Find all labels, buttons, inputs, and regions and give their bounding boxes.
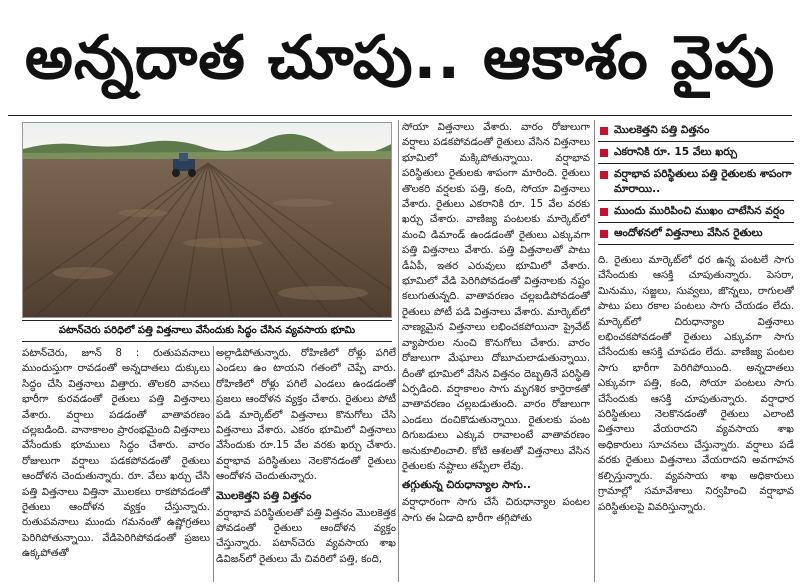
- column-divider: [398, 120, 399, 582]
- column-divider: [594, 120, 595, 582]
- field-photo-image: [23, 123, 392, 318]
- article-column-2: [216, 346, 396, 582]
- highlight-item: [598, 120, 794, 142]
- headline-rule: [8, 115, 792, 116]
- article-paragraph: వర్షాధారంగా సాగు చేసే చిరుధాన్యాల పంటల సాగు ఈ ఏడాది భారీగా తగ్గిపోతు: [402, 497, 590, 524]
- field-photo: [22, 122, 392, 318]
- article-column-4: [598, 120, 794, 582]
- caption-rule-top: [22, 320, 392, 321]
- square-bullet-icon: [600, 171, 608, 179]
- column-divider: [213, 346, 214, 582]
- highlight-text: ఎకరానికి రూ. 15 వేలు ఖర్చు: [614, 146, 737, 158]
- highlight-item: [598, 164, 794, 201]
- highlight-item: [598, 201, 794, 223]
- article-paragraph: పటాన్‌చెరు, జూన్ 8 : రుతుపవనాలు ముందుస్తుగా రావడంతో అన్నదాతలు దుక్కులు సిద్ధం చేసి విత్తనాలు విత్తారు. తొలకరి వానలు భారీగా కురవడంతో రైతులు పత్తి విత్తనాలు వేశారు. వర్షాలు పడడంతో వాతావరణం చల్లబడింది. వానాకాలం ప్రారంభమైంది విత్తనాలు వేసేందుకు భూములు సిద్ధం చేశారు. వారం రోజులుగా వర్షాలు పడకపోవడంతో రైతులు ఆందోళన చెందుతున్నారు. రూ. వేలు ఖర్చు చేసి పత్తి విత్తనాలు విత్తినా మొలకలు రాకపోవడంతో రైతులు ఆందోళన వ్యక్తం చేస్తున్నారు. రుతుపవనాలు ముందు గమనంతో ఉష్ణోగ్రతలు పెరిగిపోతున్నాయి. వేడిపెరిగిపోవడంతో ప్రజలు ఉక్కపోతతో: [22, 348, 210, 560]
- highlight-item: [598, 223, 794, 245]
- highlight-text: ఆందోళనలో విత్తనాలు వేసిన రైతులు: [614, 227, 763, 239]
- highlight-item: [598, 142, 794, 164]
- caption-rule-bottom: [22, 341, 392, 342]
- square-bullet-icon: [600, 208, 608, 216]
- highlight-text: మొలకెత్తని పత్తి విత్తనం: [614, 124, 710, 136]
- article-paragraph: ది. రైతులు మార్కెట్‌లో ధర ఉన్న పంటలే సాగు చేసేందుకు ఆసక్తి చూపుతున్నారు. పెసరా, మినుము, సజ్జలు, సువ్వలు, జొన్నలు, రాగులతో పాటు పలు రకాల పంటలు సాగు చేయడం లేదు. మార్కెట్‌లో చిరుధాన్యాల విత్తనాలు లభించకపోవడంతో రైతులు ఎక్కువగా సాగు చేసేందుకు ఆసక్తి చూపడం లేదు. వాణిజ్య పంటల సాగు భారీగా పెరిగిపోయింది. అన్నదాతలు ఎక్కువగా పత్తి, కంది, సోయా పంటలు సాగు చేసేందుకు ఆసక్తి చూపుతున్నారు. వర్షాధార పరిస్థితులు నెలకొనడంతో రైతులు ఎలాంటి విత్తనాలు వేయరాదని వ్యవసాయ శాఖ అధికారులు సూచనలు చేస్తున్నారు. వర్షాలు పడే వరకు రైతులు విత్తనాలు వేయరాదని అవగాహన కల్పిస్తున్నారు. వ్యవసాయ శాఖ అధికారులు గ్రామాల్లో సమావేశాలు నిర్వహించి వర్షాభావ పరిస్థితులపై వివరిస్తున్నారు.: [598, 255, 794, 513]
- highlight-text: ముందు మురిపించి ముఖం చాటేసిన వర్షం: [614, 205, 785, 217]
- article-column-3: [402, 120, 590, 582]
- article-paragraph: అల్లాడిపోతున్నారు. రోహిణిలో రోళ్లు పగిలే ఎండలు ఉం టాయని గతంలో చెప్పే వారు. రోహిణిలో రోళ్లు పగిలే ఎండలు ఉండడంతో ప్రజలు ఆందోళన వ్యక్తం చేశారు. రైతులు పోటీ పడి మార్కెట్‌లో విత్తనాలు కొనుగోలు చేసి విత్తనాలు వేశారు. ఎకరం భూమిలో విత్తనాలు వేసేందుకు రూ.15 వేల వరకు ఖర్చు చేశారు. వర్షాభావ పరిస్థితులు నెలకొనడంతో రైతులు ఆందోళన చెందుతున్నారు.: [216, 348, 396, 483]
- square-bullet-icon: [600, 149, 608, 157]
- subheading: మొలకెత్తని పత్తి విత్తనం: [216, 489, 312, 502]
- highlights-box: [598, 120, 794, 245]
- headline: అన్నదాత చూపు.. ఆకాశం వైపు: [24, 23, 776, 93]
- article-paragraph: వర్షాభావ పరిస్థితులతో పత్తి విత్తనం మొలకెత్తక పోవడంతో రైతులు ఆందోళన వ్యక్తం చేస్తున్నారు. పటాన్‌చెరు వ్యవసాయ శాఖ డివిజన్‌లో రైతులు మే చివరిలో పత్తి, కంది,: [216, 507, 396, 565]
- highlight-text: వర్షాభావ పరిస్థితులు పత్తి రైతులకు శాపంగా మారాయి..: [614, 168, 792, 195]
- square-bullet-icon: [600, 127, 608, 135]
- subheading: తగ్గుతున్న చిరుధాన్యాల సాగు..: [402, 479, 531, 492]
- square-bullet-icon: [600, 230, 608, 238]
- article-column-1: [22, 346, 210, 582]
- photo-caption: పటాన్‌చెరు పరిధిలో పత్తి విత్తనాలు వేసేందుకు సిద్ధం చేసిన వ్యవసాయ భూమి: [58, 325, 356, 336]
- article-paragraph: సోయా విత్తనాలు వేశారు. వారం రోజులుగా వర్షాలు పడకపోవడంతో రైతులు వేసిన విత్తనాలు భూమిలో మక్కిపోతున్నాయి. వర్షాభావ పరిస్థితులు రైతులకు శాపంగా మారింది. రైతులు తొలకరి వర్షలకు పత్తి, కంది, సోయా విత్తనాలు వేశారు. రైతులు ఎకరానికి రూ. 15 వేల వరకు ఖర్చు చేశారు. వాణిజ్య పంటలకు మార్కెట్‌లో మంచి డిమాండ్ ఉండడంతో రైతులు ఎక్కువగా పత్తి విత్తనాలు వేశారు. పత్తి విత్తనాలతో పాటు డీఏపీ, ఇతర ఎరువులు భూమిలో వేశారు. భూమిలో వేడి పెరిగిపోవడంతో విత్తనాలకు నష్టం కలుగుతున్నది. వాతావరణం చల్లబడిపోవడంతో రైతులు పోటీ పడి విత్తనాలు వేశారు. మార్కెట్‌లో నాణ్యమైన విత్తనాలు లభించకపోయినా ప్రైవేట్ వ్యాపారుల నుంచి కొనుగోలు చేశారు. వారం రోజులుగా మేఘాలు దోబూచులాడుతున్నాయి. దీంతో భూమిలో వేసిన విత్తనం దెబ్బతినే పరిస్థితి ఏర్పడింది. వర్షాకాలం సాగు మృగశిర కార్తెరాకతో వాతావరణం చల్లబడుతుంది. వారం రోజులుగా ఎండలు దంచికొడుతున్నాయి. రైతులకు పంట దిగుబడులు ఎక్కువ రావాలంటే వాతావరణం అనుకూలించాలి. కోటి ఆశలతో విత్తనాలు వేసిన రైతులకు నష్టాలు తప్పేలా లేవు.: [402, 122, 590, 472]
